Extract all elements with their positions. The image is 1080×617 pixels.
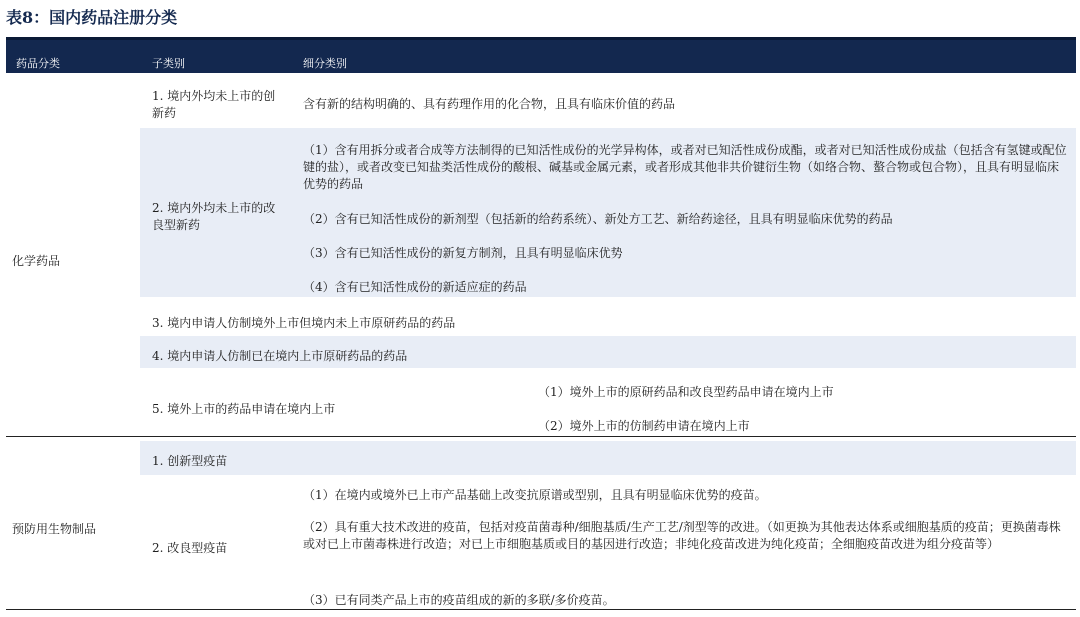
- chem-sub2-detail-2: （2）含有已知活性成份的新剂型（包括新的给药系统）、新处方工艺、新给药途径，且具有明显临床优势的药品: [303, 212, 893, 226]
- chem-sub3: 3. 境内申请人仿制境外上市但境内未上市原研药品的药品: [152, 316, 456, 330]
- chem-sub1-detail: 含有新的结构明确的、具有药理作用的化合物，且具有临床价值的药品: [303, 97, 676, 111]
- vaccine-sub1: 1. 创新型疫苗: [152, 454, 228, 468]
- category-vaccine: 预防用生物制品: [12, 522, 97, 536]
- chem-sub1-name: 1. 境内外均未上市的创新药: [152, 89, 276, 120]
- table-bottom-rule: [6, 609, 1076, 610]
- chem-sub2-detail-3: （3）含有已知活性成份的新复方制剂，且具有明显临床优势: [303, 246, 623, 260]
- header-category: 药品分类: [16, 57, 60, 70]
- vaccine-sub2-name: 2. 改良型疫苗: [152, 541, 228, 555]
- chem-sub5-name: 5. 境外上市的药品申请在境内上市: [152, 402, 336, 416]
- header-detail: 细分类别: [303, 57, 347, 70]
- chem-sub5-detail-2: （2）境外上市的仿制药申请在境内上市: [538, 419, 750, 433]
- chem-sub2-detail-1: （1）含有用拆分或者合成等方法制得的已知活性成份的光学异构体，或者对已知活性成份成酯，或者对已知活性成份成盐（包括含有氢键或配位键的盐），或者改变已知盐类活性成份的酸根、碱基或金属元素，或者形成其他非共价键衍生物（如络合物、螯合物或包合物），且具有明显临床优势的药品: [303, 143, 1067, 191]
- table-title: 表8：国内药品注册分类: [6, 8, 178, 27]
- category-chemical: 化学药品: [12, 254, 61, 268]
- table-header: [6, 37, 1076, 73]
- chem-sub2-detail-4: （4）含有已知活性成份的新适应症的药品: [303, 280, 527, 294]
- header-subcategory: 子类别: [152, 57, 185, 70]
- chem-sub4: 4. 境内申请人仿制已在境内上市原研药品的药品: [152, 349, 408, 363]
- vaccine-sub2-detail-2: （2）具有重大技术改进的疫苗，包括对疫苗菌毒种/细胞基质/生产工艺/剂型等的改进。（如更换为其他表达体系或细胞基质的疫苗；更换菌毒株或对已上市菌毒株进行改造；对已上市细胞基质或目的基因进行改造；非纯化疫苗改进为纯化疫苗；全细胞疫苗改进为组分疫苗等）: [303, 520, 1061, 551]
- section-divider: [6, 436, 1076, 437]
- vaccine-sub2-detail-1: （1）在境内或境外已上市产品基础上改变抗原谱或型别，且具有明显临床优势的疫苗。: [303, 488, 767, 502]
- vaccine-sub2-detail-3: （3）已有同类产品上市的疫苗组成的新的多联/多价疫苗。: [303, 593, 615, 607]
- chem-sub2-name: 2. 境内外均未上市的改良型新药: [152, 201, 276, 232]
- chem-sub5-detail-1: （1）境外上市的原研药品和改良型药品申请在境内上市: [538, 385, 834, 399]
